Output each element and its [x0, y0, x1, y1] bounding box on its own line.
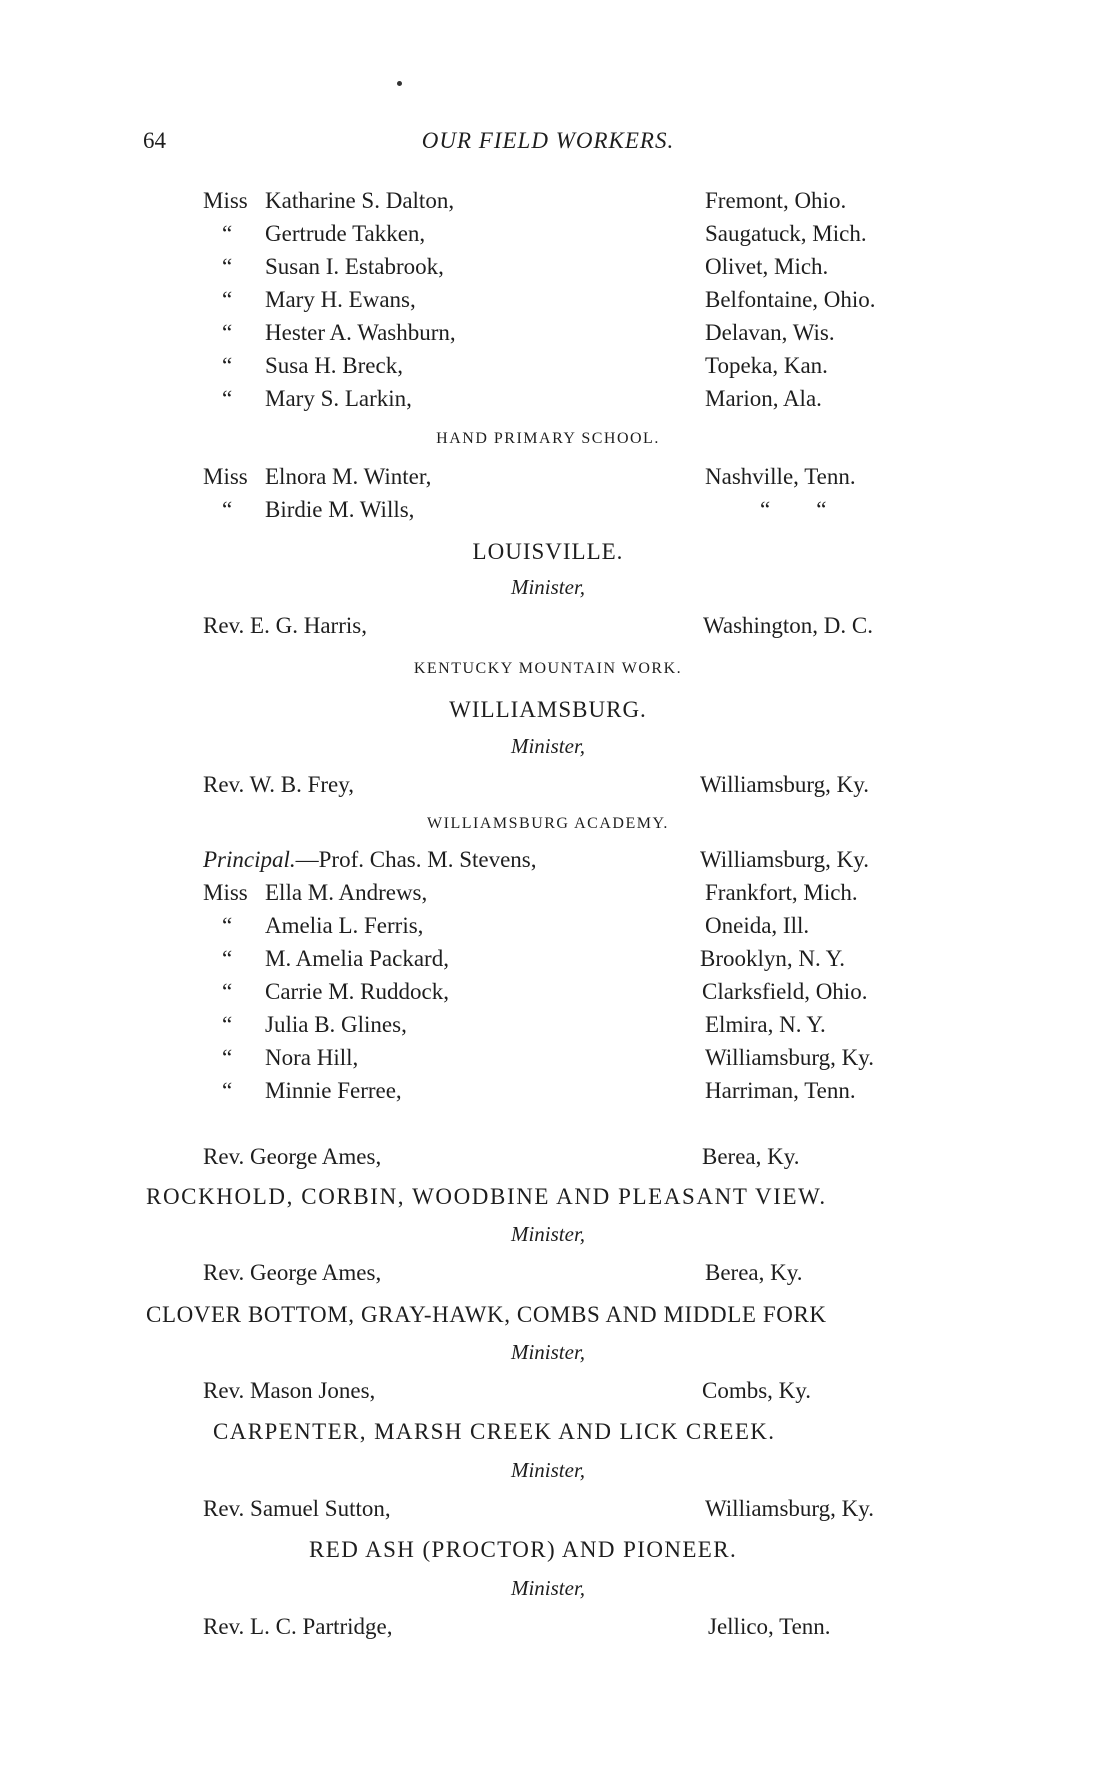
- list-item-place: Williamsburg, Ky.: [700, 847, 870, 872]
- list-item-place: Oneida, Ill.: [705, 913, 810, 938]
- minister-label: Minister,: [510, 1458, 586, 1482]
- page-number: 64: [143, 128, 166, 153]
- section-heading: HAND PRIMARY SCHOOL.: [436, 430, 660, 447]
- running-head: OUR FIELD WORKERS.: [421, 128, 675, 153]
- ditto-mark: “: [222, 353, 233, 378]
- list-item-place: Elmira, N. Y.: [705, 1012, 826, 1037]
- minister-label: Minister,: [510, 1340, 586, 1364]
- section-heading: ROCKHOLD, CORBIN, WOODBINE AND PLEASANT VIEW.: [146, 1184, 827, 1209]
- ditto-mark: “: [222, 979, 233, 1004]
- section-heading: RED ASH (PROCTOR) AND PIONEER.: [309, 1537, 738, 1562]
- ditto-mark: “: [222, 946, 233, 971]
- list-item-name: Amelia L. Ferris,: [265, 913, 424, 938]
- ditto-mark: “: [222, 1045, 233, 1070]
- section-heading: KENTUCKY MOUNTAIN WORK.: [413, 660, 683, 677]
- list-item-name: Birdie M. Wills,: [265, 497, 415, 522]
- list-item-prefix: Miss: [203, 188, 248, 213]
- list-item-place: Williamsburg, Ky.: [705, 1045, 875, 1070]
- section-heading: CARPENTER, MARSH CREEK AND LICK CREEK.: [213, 1419, 776, 1444]
- list-item-name: Elnora M. Winter,: [265, 464, 432, 489]
- ditto-mark: “: [222, 320, 233, 345]
- principal-name: —Prof. Chas. M. Stevens,: [295, 847, 537, 872]
- list-item-place: Belfontaine, Ohio.: [705, 287, 876, 312]
- list-item-name: Rev. E. G. Harris,: [203, 613, 367, 638]
- ditto-mark: “: [222, 221, 233, 246]
- ditto-mark: “: [222, 1078, 233, 1103]
- list-item-place: Williamsburg, Ky.: [700, 772, 870, 797]
- list-item-name: Rev. W. B. Frey,: [203, 772, 354, 797]
- list-item-name: Katharine S. Dalton,: [265, 188, 455, 213]
- list-item-place: Frankfort, Mich.: [705, 880, 858, 905]
- ditto-mark: “: [222, 254, 233, 279]
- list-item-name: Susa H. Breck,: [265, 353, 403, 378]
- list-item-place: Topeka, Kan.: [705, 353, 828, 378]
- list-item-name: Mary H. Ewans,: [265, 287, 416, 312]
- list-item-place: Harriman, Tenn.: [705, 1078, 856, 1103]
- list-item-place: Williamsburg, Ky.: [705, 1496, 875, 1521]
- ink-dot: [397, 81, 402, 86]
- ditto-mark: “: [222, 1012, 233, 1037]
- list-item-place: Delavan, Wis.: [705, 320, 835, 345]
- ditto-mark: “: [222, 913, 233, 938]
- list-item-name: Ella M. Andrews,: [265, 880, 428, 905]
- list-item-name: Mary S. Larkin,: [265, 386, 412, 411]
- list-item-name: Susan I. Estabrook,: [265, 254, 444, 279]
- list-item-place: Combs, Ky.: [702, 1378, 812, 1403]
- ditto-mark: “: [222, 287, 233, 312]
- ditto-mark: “ “: [760, 497, 827, 522]
- list-item-place: Fremont, Ohio.: [705, 188, 847, 213]
- section-heading: CLOVER BOTTOM, GRAY-HAWK, COMBS AND MIDDLE FORK: [146, 1302, 827, 1327]
- list-item-name: Rev. Samuel Sutton,: [203, 1496, 391, 1521]
- principal-label: Principal.: [203, 847, 296, 872]
- list-item-place: Washington, D. C.: [703, 613, 874, 638]
- minister-label: Minister,: [510, 575, 586, 599]
- list-item-place: Saugatuck, Mich.: [705, 221, 867, 246]
- list-item-name: Minnie Ferree,: [265, 1078, 402, 1103]
- list-item-prefix: Miss: [203, 880, 248, 905]
- list-item-place: Clarksfield, Ohio.: [702, 979, 868, 1004]
- list-item-name: Nora Hill,: [265, 1045, 359, 1070]
- ditto-mark: “: [222, 386, 233, 411]
- list-item-name: Rev. L. C. Partridge,: [203, 1614, 393, 1639]
- minister-label: Minister,: [510, 1222, 586, 1246]
- minister-label: Minister,: [510, 1576, 586, 1600]
- list-item-name: Julia B. Glines,: [265, 1012, 407, 1037]
- list-item-place: Jellico, Tenn.: [708, 1614, 831, 1639]
- list-item-name: Hester A. Washburn,: [265, 320, 456, 345]
- section-heading: WILLIAMSBURG.: [449, 697, 647, 722]
- list-item-name: Carrie M. Ruddock,: [265, 979, 449, 1004]
- list-item-place: Nashville, Tenn.: [705, 464, 856, 489]
- section-heading: LOUISVILLE.: [472, 539, 624, 564]
- minister-label: Minister,: [510, 734, 586, 758]
- list-item-place: Berea, Ky.: [702, 1144, 800, 1169]
- list-item-place: Berea, Ky.: [705, 1260, 803, 1285]
- list-item-place: Marion, Ala.: [705, 386, 822, 411]
- list-item-prefix: Miss: [203, 464, 248, 489]
- ditto-mark: “: [222, 497, 233, 522]
- list-item-name: Rev. George Ames,: [203, 1260, 382, 1285]
- list-item-place: Brooklyn, N. Y.: [700, 946, 846, 971]
- list-item-place: Olivet, Mich.: [705, 254, 829, 279]
- principal-line: [203, 845, 537, 875]
- list-item-name: Rev. George Ames,: [203, 1144, 382, 1169]
- list-item-name: Rev. Mason Jones,: [203, 1378, 376, 1403]
- list-item-name: Gertrude Takken,: [265, 221, 426, 246]
- section-heading: WILLIAMSBURG ACADEMY.: [427, 815, 669, 832]
- list-item-name: M. Amelia Packard,: [265, 946, 449, 971]
